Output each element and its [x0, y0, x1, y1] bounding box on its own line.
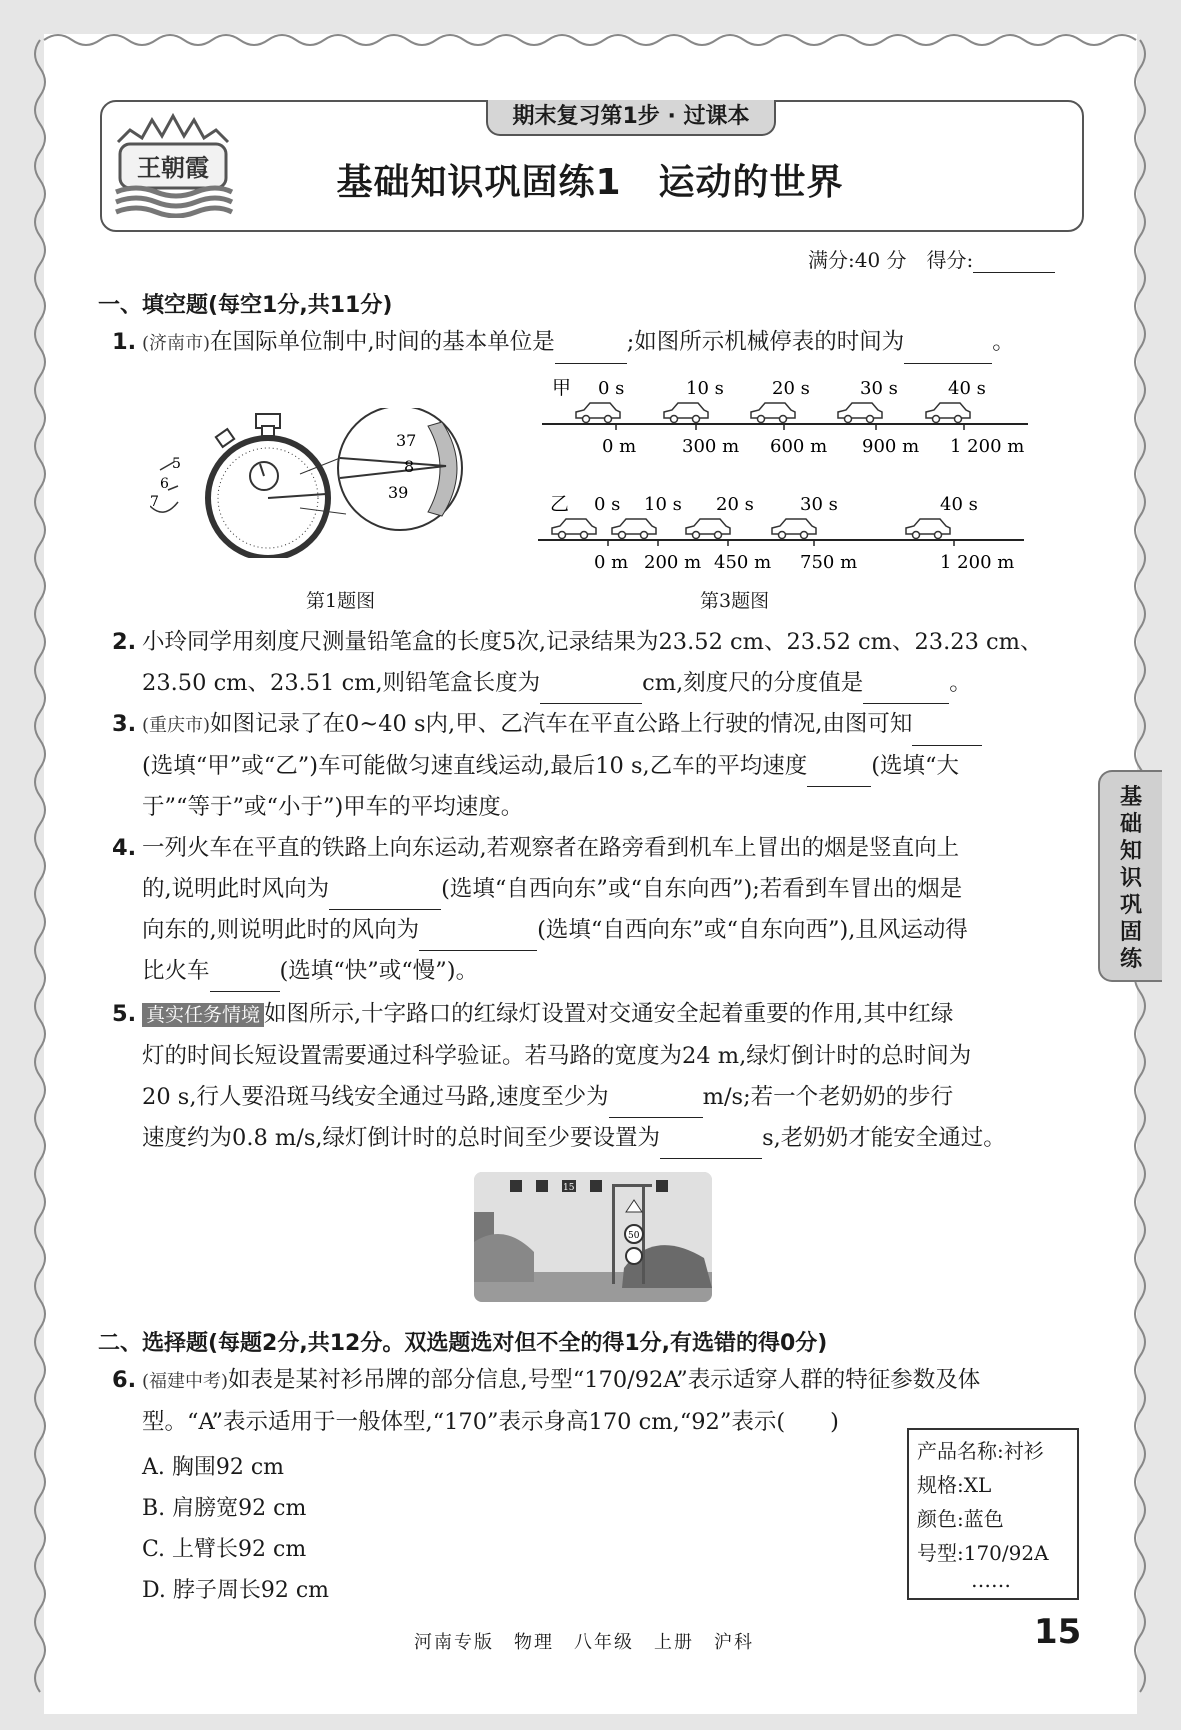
side-tab-label: 基础知识巩固练 [1119, 785, 1142, 972]
answer-blank[interactable] [912, 723, 982, 746]
answer-blank[interactable] [210, 969, 280, 992]
distance-label: 1 200 m [940, 552, 1015, 573]
answer-blank[interactable] [863, 681, 949, 704]
distance-label: 600 m [770, 436, 828, 457]
question-text: s,老奶奶才能安全通过。 [762, 1125, 1006, 1151]
question-text: ;如图所示机械停表的时间为 [626, 329, 905, 355]
time-label: 10 s [686, 378, 724, 399]
time-label: 20 s [772, 378, 810, 399]
figure-1-caption: 第1题图 [306, 590, 376, 612]
tag-line: …… [971, 1568, 1011, 1592]
zoom-label: 37 [396, 431, 417, 450]
signal-light-icon [656, 1180, 668, 1192]
option-a[interactable]: A. 胸围92 cm [142, 1455, 285, 1480]
option-d[interactable]: D. 脖子周长92 cm [142, 1578, 330, 1603]
answer-blank[interactable] [555, 341, 627, 364]
question-number: 1. [112, 329, 137, 355]
zoom-label: 39 [388, 483, 409, 502]
question-text: m/s;若一个老奶奶的步行 [702, 1084, 954, 1110]
car-icon [838, 403, 882, 423]
time-label: 30 s [800, 494, 838, 515]
question-text: 速度约为0.8 m/s,绿灯倒计时的总时间至少要设置为 [142, 1125, 661, 1151]
question-text: 型。“A”表示适用于一般体型,“170”表示身高170 cm,“92”表示( ) [142, 1409, 839, 1435]
distance-label: 0 m [594, 552, 629, 573]
tag-line: 号型:170/92A [917, 1541, 1049, 1565]
question-text: 如表是某衬衫吊牌的部分信息,号型“170/92A”表示适穿人群的特征参数及体 [228, 1367, 981, 1393]
question-3 [112, 704, 1084, 828]
question-text: cm,刻度尺的分度值是 [642, 670, 864, 696]
question-text: 小玲同学用刻度尺测量铅笔盒的长度5次,记录结果为23.52 cm、23.52 cm、23.23 cm、 [142, 629, 1043, 655]
car-icon [906, 519, 950, 539]
section-2-title: 二、选择题(每题2分,共12分。双选题选对但不全的得1分,有选错的得0分) [98, 1331, 828, 1356]
question-text: (选填“自西向东”或“自东向西”);若看到车冒出的烟是 [441, 876, 963, 902]
car-icon [664, 403, 708, 423]
score-label: 满分:40 分 得分: [808, 248, 974, 272]
question-text: (选填“快”或“慢”)。 [279, 958, 479, 984]
question-text: 23.50 cm、23.51 cm,则铅笔盒长度为 [142, 670, 541, 696]
tag-line: 规格:XL [917, 1473, 992, 1497]
question-number: 3. [112, 711, 137, 737]
question-text: 比火车 [142, 958, 210, 984]
figure-3-caption: 第3题图 [700, 590, 770, 612]
question-text: 。 [992, 329, 1015, 355]
question-text: 如图记录了在0~40 s内,甲、乙汽车在平直公路上行驶的情况,由图可知 [210, 711, 913, 737]
answer-blank[interactable] [609, 1095, 703, 1118]
car-icon [552, 519, 596, 539]
question-number: 6. [112, 1367, 137, 1393]
question-text: 一列火车在平直的铁路上向东运动,若观察者在路旁看到机车上冒出的烟是竖直向上 [142, 835, 960, 861]
question-text: 向东的,则说明此时的风向为 [142, 917, 420, 943]
car-icon [576, 403, 620, 423]
dial-label: 7 [150, 494, 159, 510]
car-icon [751, 403, 795, 423]
time-label: 10 s [644, 494, 682, 515]
time-label: 40 s [948, 378, 986, 399]
step-label: 期末复习第1步 · 过课本 [486, 100, 776, 136]
question-text: 在国际单位制中,时间的基本单位是 [210, 329, 555, 355]
time-label: 40 s [940, 494, 978, 515]
question-text: 的,说明此时风向为 [142, 876, 330, 902]
time-label: 30 s [860, 378, 898, 399]
arrow-left-icon [510, 1180, 522, 1192]
page-title: 基础知识巩固练1 运动的世界 [336, 162, 844, 203]
task-context-tag: 真实任务情境 [142, 1003, 264, 1027]
question-text: (选填“自西向东”或“自东向西”),且风运动得 [537, 917, 968, 943]
row-label-yi: 乙 [550, 493, 570, 515]
distance-label: 200 m [644, 552, 702, 573]
answer-blank[interactable] [807, 764, 871, 787]
answer-blank[interactable] [540, 681, 642, 704]
traffic-light-photo [474, 1172, 712, 1302]
time-label: 0 s [598, 378, 625, 399]
car-icon [772, 519, 816, 539]
question-5 [112, 994, 1084, 1159]
question-2 [112, 622, 1084, 704]
question-text: 。 [949, 670, 972, 696]
question-source: (重庆市) [142, 715, 211, 736]
dial-label: 5 [172, 456, 181, 472]
question-number: 4. [112, 835, 137, 861]
car-icon [612, 519, 656, 539]
tag-line: 产品名称:衬衫 [917, 1439, 1044, 1463]
row-label-jia: 甲 [552, 377, 572, 399]
distance-label: 300 m [682, 436, 740, 457]
question-source: (济南市) [142, 333, 211, 354]
option-b[interactable]: B. 肩膀宽92 cm [142, 1496, 307, 1521]
dial-label: 6 [160, 476, 169, 492]
answer-blank[interactable] [660, 1136, 762, 1159]
zoom-label: 8 [404, 457, 415, 476]
distance-label: 1 200 m [950, 436, 1025, 457]
side-section-tab[interactable] [1098, 770, 1162, 982]
answer-blank[interactable] [904, 341, 992, 364]
question-number: 5. [112, 1001, 137, 1027]
page-number: 15 [1034, 1612, 1082, 1652]
question-text: (选填“甲”或“乙”)车可能做匀速直线运动,最后10 s,乙车的平均速度 [142, 753, 808, 779]
score-blank[interactable] [973, 254, 1055, 273]
answer-blank[interactable] [419, 928, 537, 951]
time-label: 0 s [594, 494, 621, 515]
countdown-number: 15 [563, 1183, 575, 1193]
distance-label: 0 m [602, 436, 637, 457]
question-text: 灯的时间长短设置需要通过科学验证。若马路的宽度为24 m,绿灯倒计时的总时间为 [142, 1043, 972, 1069]
question-source: (福建中考) [142, 1371, 229, 1392]
tag-line: 颜色:蓝色 [917, 1507, 1004, 1531]
question-1 [112, 322, 1084, 364]
distance-label: 450 m [714, 552, 772, 573]
question-4 [112, 828, 1084, 992]
time-label: 20 s [716, 494, 754, 515]
distance-label: 900 m [862, 436, 920, 457]
arrow-right-icon [590, 1180, 602, 1192]
arrow-up-icon [536, 1180, 548, 1192]
question-text: 于”“等于”或“小于”)甲车的平均速度。 [142, 794, 524, 820]
distance-label: 750 m [800, 552, 858, 573]
question-text: 20 s,行人要沿斑马线安全通过马路,速度至少为 [142, 1084, 609, 1110]
option-c[interactable]: C. 上臂长92 cm [142, 1537, 307, 1562]
question-text: 如图所示,十字路口的红绿灯设置对交通安全起着重要的作用,其中红绿 [264, 1001, 954, 1027]
section-1-title: 一、填空题(每空1分,共11分) [98, 293, 393, 318]
car-icon [926, 403, 970, 423]
stopwatch-figure [150, 408, 470, 558]
question-text: (选填“大 [871, 753, 959, 779]
footer-edition: 河南专版 物理 八年级 上册 沪科 [414, 1632, 754, 1653]
car-icon [686, 519, 730, 539]
score-line [808, 244, 1055, 273]
logo-text: 王朝霞 [137, 153, 209, 182]
speed-limit-number: 50 [628, 1231, 640, 1241]
question-number: 2. [112, 629, 137, 655]
shirt-tag-table [907, 1428, 1079, 1600]
answer-blank[interactable] [329, 887, 441, 910]
car-motion-figure [536, 372, 1036, 578]
